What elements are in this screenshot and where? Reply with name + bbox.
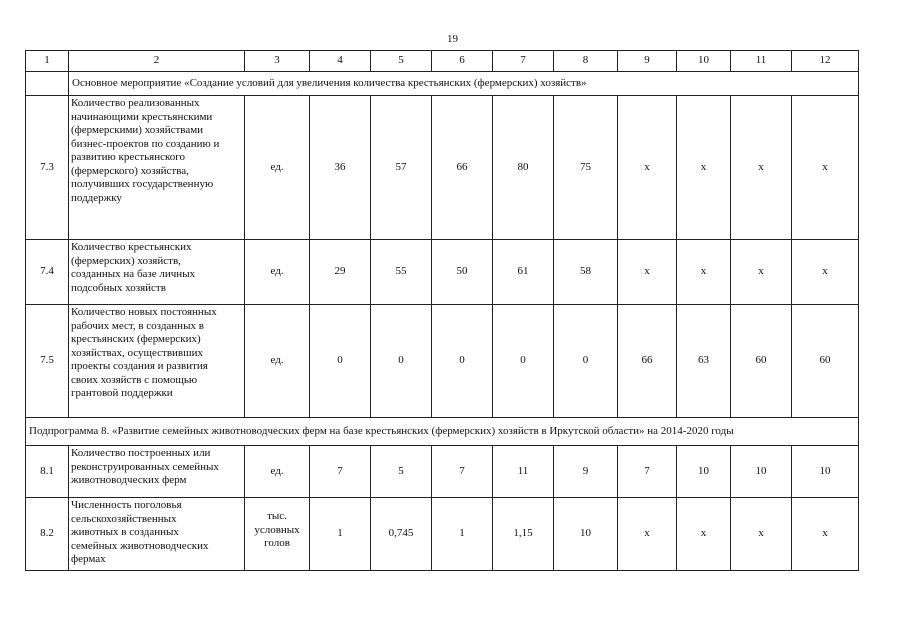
indicator-name-line: Количество построенных или (71, 447, 211, 459)
value-cell: 66 (618, 305, 677, 418)
indicator-name-cell (69, 446, 245, 498)
indicator-name-line: проекты создания и развития (71, 360, 208, 372)
value-cell: х (731, 240, 792, 305)
value-cell: 60 (731, 305, 792, 418)
value-cell: 10 (731, 446, 792, 498)
indicator-name-line: Количество новых постоянных (71, 306, 217, 318)
value-cell: х (792, 240, 859, 305)
indicator-name-line: хозяйствах, осуществивших (71, 346, 203, 359)
table-row (26, 446, 859, 498)
value-cell: х (731, 498, 792, 571)
table-row (26, 96, 859, 240)
unit-cell: ед. (245, 240, 310, 305)
value-cell: х (792, 498, 859, 571)
value-cell: 7 (432, 446, 493, 498)
empty-cell (26, 72, 69, 96)
indicator-name-line: семейных животноводческих (71, 539, 209, 552)
unit-cell: ед. (245, 446, 310, 498)
indicator-name-line: крестьянских (фермерских) (71, 333, 201, 345)
indicator-name-line: рабочих мест, в созданных в (71, 319, 204, 332)
indicator-name-cell (69, 498, 245, 571)
section-title-cell: Подпрограмма 8. «Развитие семейных животноводческих ферм на базе крестьянских (фермерских) хозяйств в Иркутской области» на 2014-2020 годы (26, 418, 859, 446)
column-number-header: 5 (371, 51, 432, 72)
column-number-header: 3 (245, 51, 310, 72)
value-cell: 5 (371, 446, 432, 498)
value-cell: 29 (310, 240, 371, 305)
row-number-cell: 7.5 (26, 305, 69, 418)
value-cell: х (618, 240, 677, 305)
value-cell: 63 (677, 305, 731, 418)
column-number-header: 12 (792, 51, 859, 72)
value-cell: х (677, 240, 731, 305)
value-cell: 10 (792, 446, 859, 498)
indicator-name-line: животных в созданных (71, 526, 179, 538)
value-cell: 50 (432, 240, 493, 305)
indicator-name-cell (69, 96, 245, 240)
column-number-header: 6 (432, 51, 493, 72)
indicator-name-line: получивших государственную (71, 178, 214, 190)
indicator-name-cell (69, 305, 245, 418)
value-cell: 0,745 (371, 498, 432, 571)
value-cell: 60 (792, 305, 859, 418)
table-body (26, 51, 859, 571)
indicator-name-line: подсобных хозяйств (71, 281, 166, 294)
column-number-header: 4 (310, 51, 371, 72)
indicator-name-line: своих хозяйств с помощью (71, 373, 198, 386)
indicator-name-line: (фермерских) хозяйств, (71, 254, 181, 267)
value-cell: 1,15 (493, 498, 554, 571)
indicator-name-line: грантовой поддержки (71, 387, 173, 399)
value-cell: х (792, 96, 859, 240)
unit-line: голов (264, 537, 290, 549)
column-number-header: 8 (554, 51, 618, 72)
unit-line: условных (254, 523, 300, 536)
value-cell: х (618, 96, 677, 240)
indicator-name-line: фермах (71, 553, 106, 565)
unit-cell: ед. (245, 305, 310, 418)
indicator-name-line: Количество крестьянских (71, 241, 192, 253)
value-cell: 10 (677, 446, 731, 498)
page-number: 19 (447, 33, 458, 45)
value-cell: 0 (371, 305, 432, 418)
value-cell: 0 (432, 305, 493, 418)
value-cell: 1 (432, 498, 493, 571)
header-row (26, 51, 859, 72)
indicator-name-line: реконструированных семейных (71, 460, 219, 473)
section-row (26, 418, 859, 446)
value-cell: 57 (371, 96, 432, 240)
value-cell: 36 (310, 96, 371, 240)
value-cell: 66 (432, 96, 493, 240)
indicator-name-line: Численность поголовья (71, 499, 182, 511)
row-number-cell: 8.1 (26, 446, 69, 498)
table-row (26, 498, 859, 571)
value-cell: х (618, 498, 677, 571)
value-cell: 11 (493, 446, 554, 498)
value-cell: 10 (554, 498, 618, 571)
indicator-name-line: сельскохозяйственных (71, 512, 177, 525)
value-cell: 61 (493, 240, 554, 305)
indicator-name-line: (фермерского) хозяйства, (71, 164, 189, 177)
column-number-header: 7 (493, 51, 554, 72)
table-row (26, 305, 859, 418)
indicator-name-line: бизнес-проектов по созданию и (71, 137, 220, 150)
column-number-header: 9 (618, 51, 677, 72)
value-cell: 80 (493, 96, 554, 240)
column-number-header: 2 (69, 51, 245, 72)
value-cell: 0 (310, 305, 371, 418)
indicators-table (25, 50, 859, 571)
row-number-cell: 7.3 (26, 96, 69, 240)
column-number-header: 10 (677, 51, 731, 72)
value-cell: 7 (310, 446, 371, 498)
value-cell: х (677, 498, 731, 571)
indicator-name-cell (69, 240, 245, 305)
section-title-cell: Основное мероприятие «Создание условий для увеличения количества крестьянских (фермерских) хозяйств» (69, 72, 859, 96)
value-cell: 55 (371, 240, 432, 305)
indicator-name-line: развитию крестьянского (71, 151, 186, 163)
value-cell: х (731, 96, 792, 240)
value-cell: 75 (554, 96, 618, 240)
unit-cell: ед. (245, 96, 310, 240)
table-row (26, 240, 859, 305)
row-number-cell: 8.2 (26, 498, 69, 571)
value-cell: 0 (554, 305, 618, 418)
value-cell: 1 (310, 498, 371, 571)
value-cell: х (677, 96, 731, 240)
unit-line: тыс. (267, 510, 287, 522)
indicator-name-line: созданных на базе личных (71, 268, 196, 280)
value-cell: 9 (554, 446, 618, 498)
indicator-name-line: начинающими крестьянскими (71, 110, 213, 123)
indicator-name-line: Количество реализованных (71, 97, 200, 109)
value-cell: 0 (493, 305, 554, 418)
value-cell: 58 (554, 240, 618, 305)
unit-cell (245, 498, 310, 571)
value-cell: 7 (618, 446, 677, 498)
indicator-name-line: животноводческих ферм (71, 474, 187, 486)
column-number-header: 11 (731, 51, 792, 72)
column-number-header: 1 (26, 51, 69, 72)
row-number-cell: 7.4 (26, 240, 69, 305)
indicator-name-line: (фермерскими) хозяйствами (71, 124, 204, 136)
section-row (26, 72, 859, 96)
indicator-name-line: поддержку (71, 191, 122, 204)
